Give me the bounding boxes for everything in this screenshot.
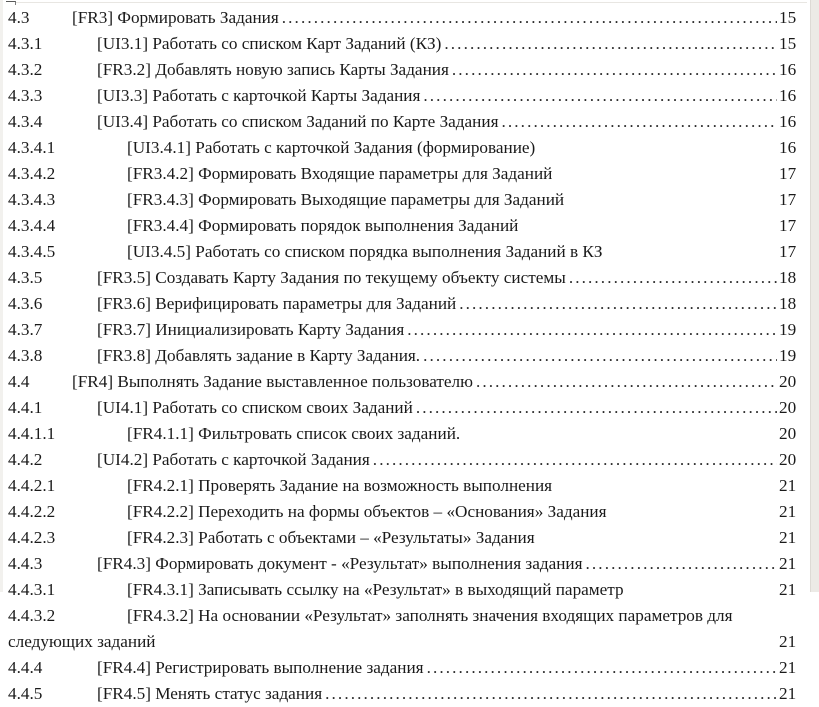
toc-entry-title: [FR3.4.2] Формировать Входящие параметры для Заданий (127, 164, 553, 183)
toc-dot-leader (444, 35, 777, 52)
toc-entry-title: [FR3.4.4] Формировать порядок выполнения Заданий (127, 216, 519, 235)
toc-entry-page-number: 21 (779, 502, 797, 521)
toc-entry-number: 4.3.6 (8, 294, 43, 313)
toc-dot-leader (736, 604, 777, 621)
toc-entry-title-wrap (72, 291, 779, 317)
toc-entry[interactable] (0, 395, 805, 421)
toc-entry-number: 4.3.3 (8, 86, 43, 105)
toc-entry-title-wrap (72, 109, 779, 135)
toc-entry-title: [FR3.2] Добавлять новую запись Карты Задания (97, 60, 449, 79)
toc-dot-leader (501, 113, 777, 130)
toc-dot-leader (555, 162, 777, 179)
toc-entry-number: 4.4 (8, 372, 30, 391)
toc-entry-title: [FR3.5] Создавать Карту Задания по текущему объекту системы (97, 268, 566, 287)
toc-entry[interactable] (0, 577, 805, 603)
toc-entry-page-number: 21 (779, 632, 797, 651)
toc-entry-number: 4.4.3.1 (8, 580, 56, 599)
toc-entry-list (0, 5, 819, 707)
toc-dot-leader (555, 474, 777, 491)
toc-entry-title-wrap (72, 57, 779, 83)
toc-entry-number: 4.4.4 (8, 658, 43, 677)
toc-entry-number: 4.3.4.1 (8, 138, 56, 157)
toc-entry-title: [FR4] Выполнять Задание выставленное пользователю (72, 372, 473, 391)
toc-entry[interactable] (0, 83, 805, 109)
toc-entry-number: 4.3.1 (8, 34, 43, 53)
toc-entry[interactable] (0, 5, 805, 31)
toc-dot-leader (567, 188, 777, 205)
toc-entry-page-number: 20 (779, 424, 797, 443)
toc-entry-number: 4.4.2.3 (8, 528, 56, 547)
toc-entry[interactable] (0, 317, 805, 343)
toc-entry-page-number: 21 (779, 554, 797, 573)
toc-entry-page-number: 19 (779, 320, 797, 339)
toc-entry-number: 4.4.1.1 (8, 424, 56, 443)
toc-dot-leader (459, 295, 777, 312)
toc-dot-leader (325, 685, 777, 702)
toc-dot-leader (627, 578, 777, 595)
toc-entry-title-wrap (72, 603, 779, 629)
toc-entry-title: [FR3] Формировать Задания (72, 8, 279, 27)
toc-dot-leader (586, 555, 777, 572)
toc-entry[interactable] (0, 109, 805, 135)
toc-entry-page-number: 18 (779, 268, 797, 287)
toc-entry[interactable] (0, 447, 805, 473)
toc-dot-leader (538, 136, 777, 153)
toc-entry-title-wrap (72, 499, 779, 525)
toc-entry-page-number: 21 (779, 580, 797, 599)
toc-entry-title-wrap (72, 135, 779, 161)
toc-dot-leader (452, 61, 777, 78)
toc-entry[interactable] (0, 499, 805, 525)
toc-entry-title: [FR4.2.2] Переходить на формы объектов – «Основания» Задания (127, 502, 607, 521)
toc-dot-leader (282, 9, 777, 26)
toc-dot-leader (463, 422, 777, 439)
toc-entry-number: 4.4.2.2 (8, 502, 56, 521)
toc-entry-page-number: 16 (779, 60, 797, 79)
toc-entry[interactable] (0, 161, 805, 187)
toc-entry-title-wrap (72, 681, 779, 707)
toc-dot-leader (476, 373, 777, 390)
toc-entry-page-number: 20 (779, 372, 797, 391)
toc-dot-leader (610, 500, 778, 517)
toc-entry-title: [FR3.6] Верифицировать параметры для Заданий (97, 294, 457, 313)
toc-entry-number: 4.3.4 (8, 112, 43, 131)
toc-entry-title-wrap (72, 655, 779, 681)
toc-entry-title: [UI4.2] Работать с карточкой Задания (97, 450, 370, 469)
toc-entry-title: [FR4.2.3] Работать с объектами – «Результаты» Задания (127, 528, 535, 547)
toc-entry-title-wrap (72, 187, 779, 213)
toc-entry-number: 4.4.2 (8, 450, 43, 469)
toc-entry-page-number: 17 (779, 216, 797, 235)
toc-entry[interactable] (0, 421, 805, 447)
toc-dot-leader (538, 526, 777, 543)
toc-entry-title: [FR3.7] Инициализировать Карту Задания (97, 320, 405, 339)
toc-entry-title: [UI3.4.5] Работать со списком порядка выполнения Заданий в КЗ (127, 242, 603, 261)
toc-entry-title: [FR3.4.3] Формировать Выходящие параметры для Заданий (127, 190, 565, 209)
toc-entry-number: 4.3.2 (8, 60, 43, 79)
toc-dot-leader (423, 347, 777, 364)
toc-dot-leader (373, 451, 777, 468)
toc-entry-page-number: 16 (779, 112, 797, 131)
toc-dot-leader (423, 87, 777, 104)
toc-entry-title-wrap (72, 343, 779, 369)
toc-entry-number: 4.3.7 (8, 320, 43, 339)
toc-entry-number: 4.4.5 (8, 684, 43, 703)
toc-entry-page-number: 17 (779, 164, 797, 183)
toc-entry-page-number: 15 (779, 34, 797, 53)
toc-entry-title-wrap (72, 473, 779, 499)
toc-entry[interactable] (0, 343, 805, 369)
toc-entry-title: [FR3.8] Добавлять задание в Карту Задания. (97, 346, 421, 365)
toc-entry-title: [FR4.1.1] Фильтровать список своих заданий. (127, 424, 461, 443)
toc-entry-title-wrap (72, 577, 779, 603)
toc-entry-continuation-line[interactable] (0, 629, 805, 655)
toc-entry-title: [FR4.3.2] На основании «Результат» заполнять значения входящих параметров для (127, 606, 733, 625)
toc-entry-page-number: 21 (779, 658, 797, 677)
toc-dot-leader (407, 321, 777, 338)
toc-entry-number: 4.3.4.4 (8, 216, 56, 235)
toc-entry-page-number: 16 (779, 86, 797, 105)
toc-entry-title-wrap (72, 421, 779, 447)
toc-entry[interactable] (0, 551, 805, 577)
toc-entry-title: [FR4.3] Формировать документ - «Результат» выполнения задания (97, 554, 583, 573)
toc-entry[interactable] (0, 57, 805, 83)
toc-entry-title-wrap (72, 31, 779, 57)
toc-entry-page-number: 21 (779, 476, 797, 495)
toc-entry-title: [UI3.1] Работать со списком Карт Заданий (КЗ) (97, 34, 442, 53)
toc-entry-title-wrap (72, 317, 779, 343)
toc-entry-page-number: 19 (779, 346, 797, 365)
toc-entry-title-wrap (72, 447, 779, 473)
toc-entry-title: [UI3.4] Работать со списком Заданий по Карте Задания (97, 112, 499, 131)
toc-entry[interactable] (0, 603, 805, 629)
toc-entry-page-number: 21 (779, 684, 797, 703)
toc-entry-page-number: 15 (779, 8, 797, 27)
toc-entry-page-number: 17 (779, 190, 797, 209)
toc-entry[interactable] (0, 265, 805, 291)
toc-entry-page-number: 21 (779, 528, 797, 547)
toc-entry-title-wrap (72, 525, 779, 551)
toc-dot-leader (605, 240, 777, 257)
toc-entry[interactable] (0, 135, 805, 161)
toc-entry-title-wrap (72, 265, 779, 291)
toc-entry-number: 4.4.2.1 (8, 476, 56, 495)
toc-entry[interactable] (0, 187, 805, 213)
toc-dot-leader (416, 399, 777, 416)
toc-entry-number: 4.3.4.3 (8, 190, 56, 209)
page-top-hairline (16, 2, 807, 3)
toc-dot-leader (521, 214, 777, 231)
toc-entry[interactable] (0, 239, 805, 265)
toc-entry[interactable] (0, 525, 805, 551)
toc-dot-leader (427, 659, 777, 676)
toc-entry-title: [UI3.4.1] Работать с карточкой Задания (формирование) (127, 138, 536, 157)
toc-entry-title: [FR4.5] Менять статус задания (97, 684, 323, 703)
toc-entry-page-number: 18 (779, 294, 797, 313)
toc-entry-page-number: 17 (779, 242, 797, 261)
toc-entry-continuation-text: следующих заданий (8, 632, 156, 651)
toc-entry-number: 4.3.8 (8, 346, 43, 365)
toc-dot-leader (569, 269, 777, 286)
toc-entry[interactable] (0, 473, 805, 499)
toc-entry-title-wrap (72, 213, 779, 239)
toc-entry-number: 4.4.3.2 (8, 606, 56, 625)
toc-entry[interactable] (0, 655, 805, 681)
toc-entry-title: [UI3.3] Работать с карточкой Карты Задания (97, 86, 421, 105)
toc-entry-number: 4.3 (8, 8, 30, 27)
toc-entry-page-number: 20 (779, 398, 797, 417)
toc-entry-title-wrap (72, 395, 779, 421)
toc-entry[interactable] (0, 31, 805, 57)
toc-entry-number: 4.4.3 (8, 554, 43, 573)
toc-entry-title-wrap (72, 5, 779, 31)
toc-entry-title-wrap (72, 161, 779, 187)
toc-entry-number: 4.3.4.5 (8, 242, 56, 261)
toc-entry-number: 4.3.4.2 (8, 164, 56, 183)
toc-entry[interactable] (0, 369, 805, 395)
toc-entry-title: [FR4.3.1] Записывать ссылку на «Результат» в выходящий параметр (127, 580, 624, 599)
toc-entry-number: 4.4.1 (8, 398, 43, 417)
toc-entry-title-wrap (72, 369, 779, 395)
toc-entry-title-wrap (72, 239, 779, 265)
toc-entry-page-number: 20 (779, 450, 797, 469)
toc-entry-title: [FR4.2.1] Проверять Задание на возможность выполнения (127, 476, 553, 495)
toc-entry-title-wrap (72, 551, 779, 577)
toc-entry-title: [UI4.1] Работать со списком своих Заданий (97, 398, 413, 417)
toc-entry-number: 4.3.5 (8, 268, 43, 287)
toc-entry-title-wrap (72, 83, 779, 109)
toc-entry[interactable] (0, 213, 805, 239)
toc-entry[interactable] (0, 291, 805, 317)
toc-entry-page-number: 16 (779, 138, 797, 157)
toc-entry[interactable] (0, 681, 805, 707)
toc-entry-title: [FR4.4] Регистрировать выполнение задания (97, 658, 424, 677)
